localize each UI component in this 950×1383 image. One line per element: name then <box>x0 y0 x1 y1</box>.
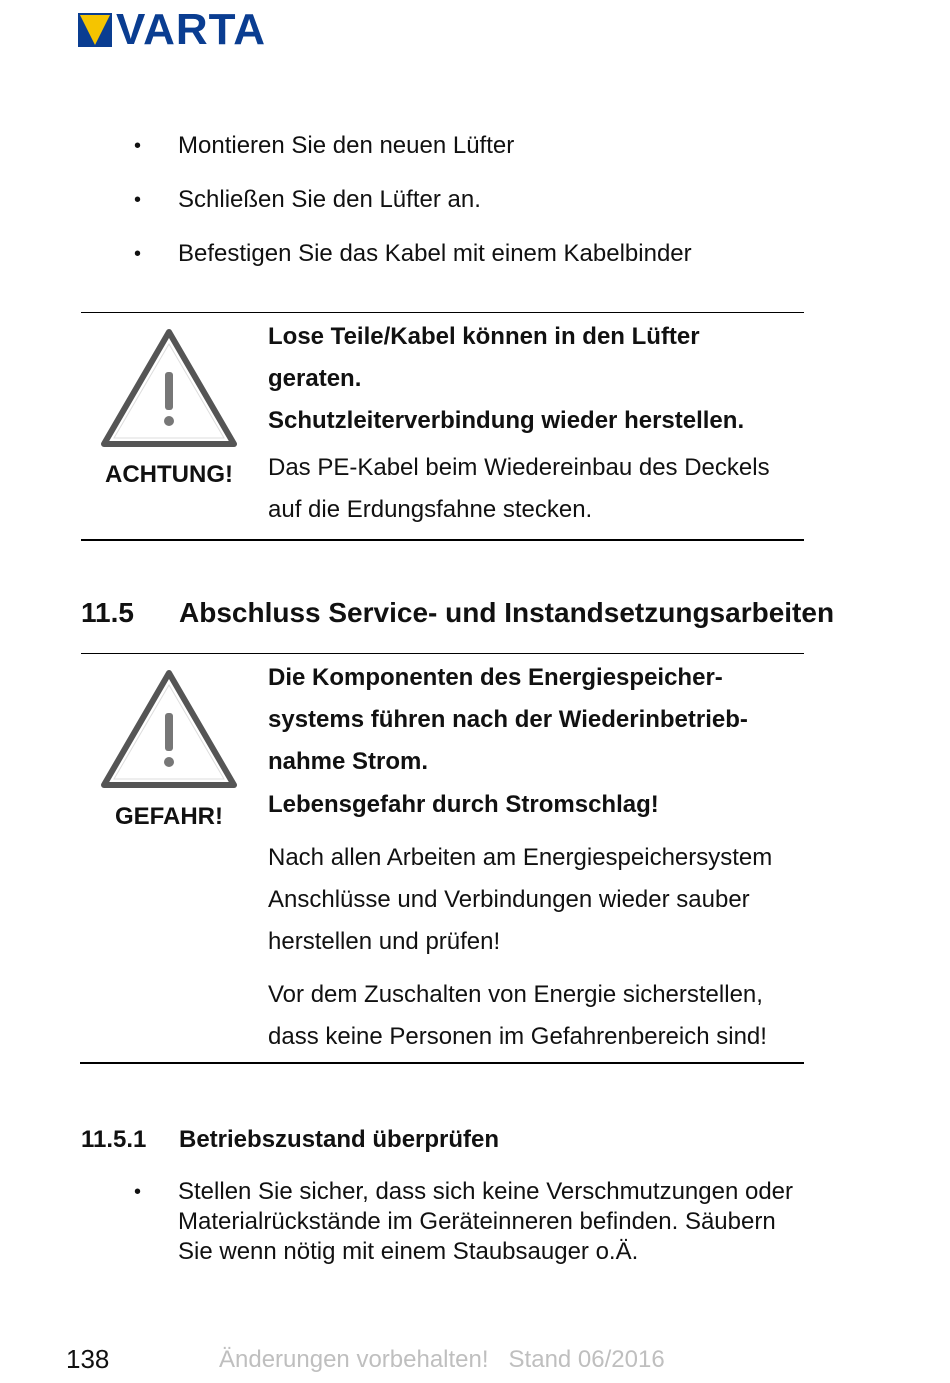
varta-logo <box>78 5 267 54</box>
list-item <box>178 1177 793 1267</box>
subsection-number: 11.5.1 <box>81 1126 147 1153</box>
caution-bold-line: Schutzleiterverbindung wieder herstellen. <box>268 407 745 434</box>
danger-bold-line: nahme Strom. <box>268 748 429 775</box>
caution-text-line: auf die Erdungsfahne stecken. <box>268 496 593 523</box>
warning-triangle-icon <box>98 326 240 450</box>
caution-bold-line: geraten. <box>268 365 362 392</box>
danger-bold-line: Die Komponenten des Energiespeicher- <box>268 664 723 691</box>
section-title: Abschluss Service- und Instandsetzungsarbeiten <box>179 597 835 628</box>
caution-text-line: Das PE-Kabel beim Wiedereinbau des Deckels <box>268 454 770 481</box>
warning-triangle-icon <box>98 667 240 791</box>
danger-text-line: Nach allen Arbeiten am Energiespeichersystem <box>268 844 773 871</box>
danger-bottom-rule <box>80 1062 804 1064</box>
list-item: • Befestigen Sie das Kabel mit einem Kabelbinder <box>178 239 692 269</box>
list-item-line: Materialrückstände im Geräteinneren befinden. Säubern <box>178 1208 776 1235</box>
page-number: 138 <box>66 1344 110 1374</box>
danger-text-line: dass keine Personen im Gefahrenbereich sind! <box>268 1023 767 1050</box>
brand-name: VARTA <box>116 5 267 54</box>
danger-bold-line: systems führen nach der Wiederinbetrieb- <box>268 706 748 733</box>
danger-text-line: herstellen und prüfen! <box>268 928 501 955</box>
section-heading-11-5 <box>81 597 834 629</box>
section-number: 11.5 <box>81 597 134 628</box>
danger-bold-line: Lebensgefahr durch Stromschlag! <box>268 791 659 818</box>
list-item: • Schließen Sie den Lüfter an. <box>178 185 481 215</box>
list-item: • Montieren Sie den neuen Lüfter <box>178 131 514 161</box>
danger-text-line: Anschlüsse und Verbindungen wieder sauber <box>268 886 750 913</box>
caution-bottom-rule <box>81 539 804 541</box>
list-item-line: • Stellen Sie sicher, dass sich keine Verschmutzungen oder <box>178 1178 794 1205</box>
caution-label: ACHTUNG! <box>105 461 233 488</box>
subsection-title: Betriebszustand überprüfen <box>179 1126 500 1153</box>
danger-top-rule <box>81 653 804 654</box>
varta-logo-mark-icon <box>78 13 112 47</box>
footer-note: Änderungen vorbehalten! Stand 06/2016 <box>219 1346 665 1373</box>
list-item-line: Sie wenn nötig mit einem Staubsauger o.Ä. <box>178 1238 639 1265</box>
caution-bold-line: Lose Teile/Kabel können in den Lüfter <box>268 323 700 350</box>
danger-text-line: Vor dem Zuschalten von Energie sicherstellen, <box>268 981 763 1008</box>
caution-top-rule <box>81 312 804 313</box>
section-heading-11-5-1 <box>81 1126 499 1154</box>
danger-label: GEFAHR! <box>115 803 223 830</box>
